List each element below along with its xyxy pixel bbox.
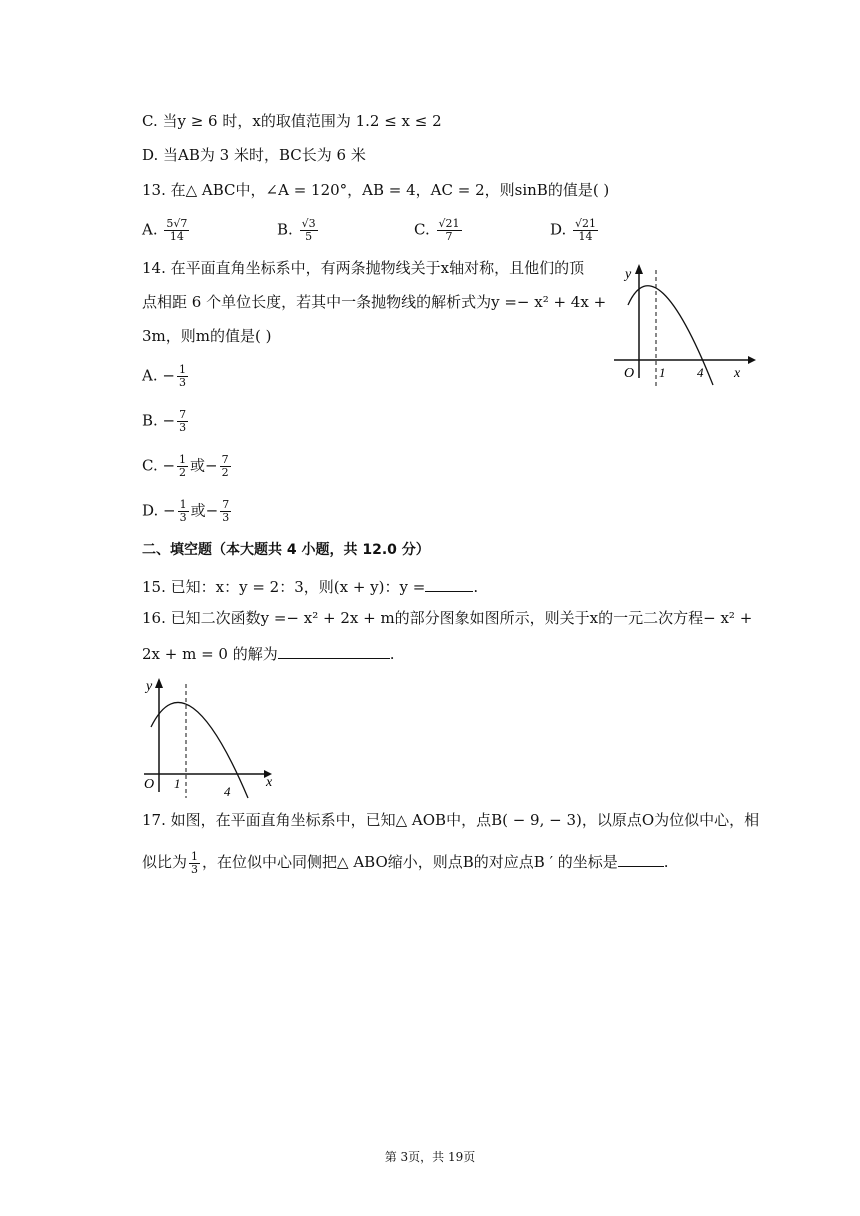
q14-stem-line1: 14. 在平面直角坐标系中，有两条抛物线关于x轴对称，且他们的顶 [142,259,585,277]
q17-stem-line1: 17. 如图，在平面直角坐标系中，已知△ AOB中，点B( − 9, − 3)，以原点O为位似中心，相 [142,811,760,829]
parabola-curve [151,702,248,798]
q13-option-c: C. $\frac{√21}{7}$ [414,217,460,243]
tick-label-4: 4 [224,784,231,799]
q14-stem-line2: 点相距 6 个单位长度，若其中一条抛物线的解析式为y =− x² + 4x + [142,293,607,311]
q16-stem-line1: 16. 已知二次函数y =− x² + 2x + m的部分图象如图所示，则关于x的一元二次方程− x² + [142,609,753,627]
origin-label: O [624,366,635,381]
q13-stem: 13. 在△ ABC中，∠A = 120°，AB = 4，AC = 2，则sinB的值是( ) [142,181,610,199]
y-axis-arrow-icon [155,678,163,688]
section-heading-fill-in: 二、填空题（本大题共 4 小题，共 12.0 分） [142,542,430,558]
x-axis-label: x [734,366,741,381]
tick-label-1: 1 [659,365,666,380]
tick-label-1: 1 [174,776,181,791]
q14-option-a: A. − $\frac{1}{3}$ [142,363,186,389]
q16-parabola-graph [140,672,280,802]
q12-option-c: C. 当y ≥ 6 时，x的取值范围为 1.2 ≤ x ≤ 2 [142,112,442,130]
y-axis-label: y [625,267,632,282]
y-axis-label: y [146,679,153,694]
answer-blank [425,575,473,592]
page-footer: 第 3页，共 19页 [384,1150,476,1164]
x-axis-label: x [266,775,273,790]
q14-option-c: C. − $\frac{1}{2}$ 或− $\frac{7}{2}$ [142,453,229,479]
q13-option-a: A. $\frac{5√7}{14}$ [142,217,188,243]
tick-label-4: 4 [697,365,704,380]
q14-parabola-graph [608,260,758,390]
x-axis-arrow-icon [748,356,756,364]
q13-option-b: B. $\frac{√3}{5}$ [277,217,316,243]
q13-option-d: D. $\frac{√21}{14}$ [550,217,597,243]
q15-stem: 15. 已知：x：y = 2：3，则(x + y)：y = . [142,575,478,597]
origin-label: O [144,777,155,792]
q14-stem-line3: 3m，则m的值是( ) [142,327,272,345]
y-axis-arrow-icon [635,264,643,274]
q12-option-d: D. 当AB为 3 米时，BC长为 6 米 [142,146,366,164]
q16-stem-line2: 2x + m = 0 的解为 . [142,642,395,664]
answer-blank [278,642,390,659]
q17-stem-line2: 似比为 $\frac{1}{3}$ ，在位似中心同侧把△ ABO缩小，则点B的对应点B ′ 的坐标是 . [142,849,669,876]
q14-option-d: D. − $\frac{1}{3}$ 或− $\frac{7}{3}$ [142,498,230,524]
q14-option-b: B. − $\frac{7}{3}$ [142,408,187,434]
answer-blank [618,850,664,867]
